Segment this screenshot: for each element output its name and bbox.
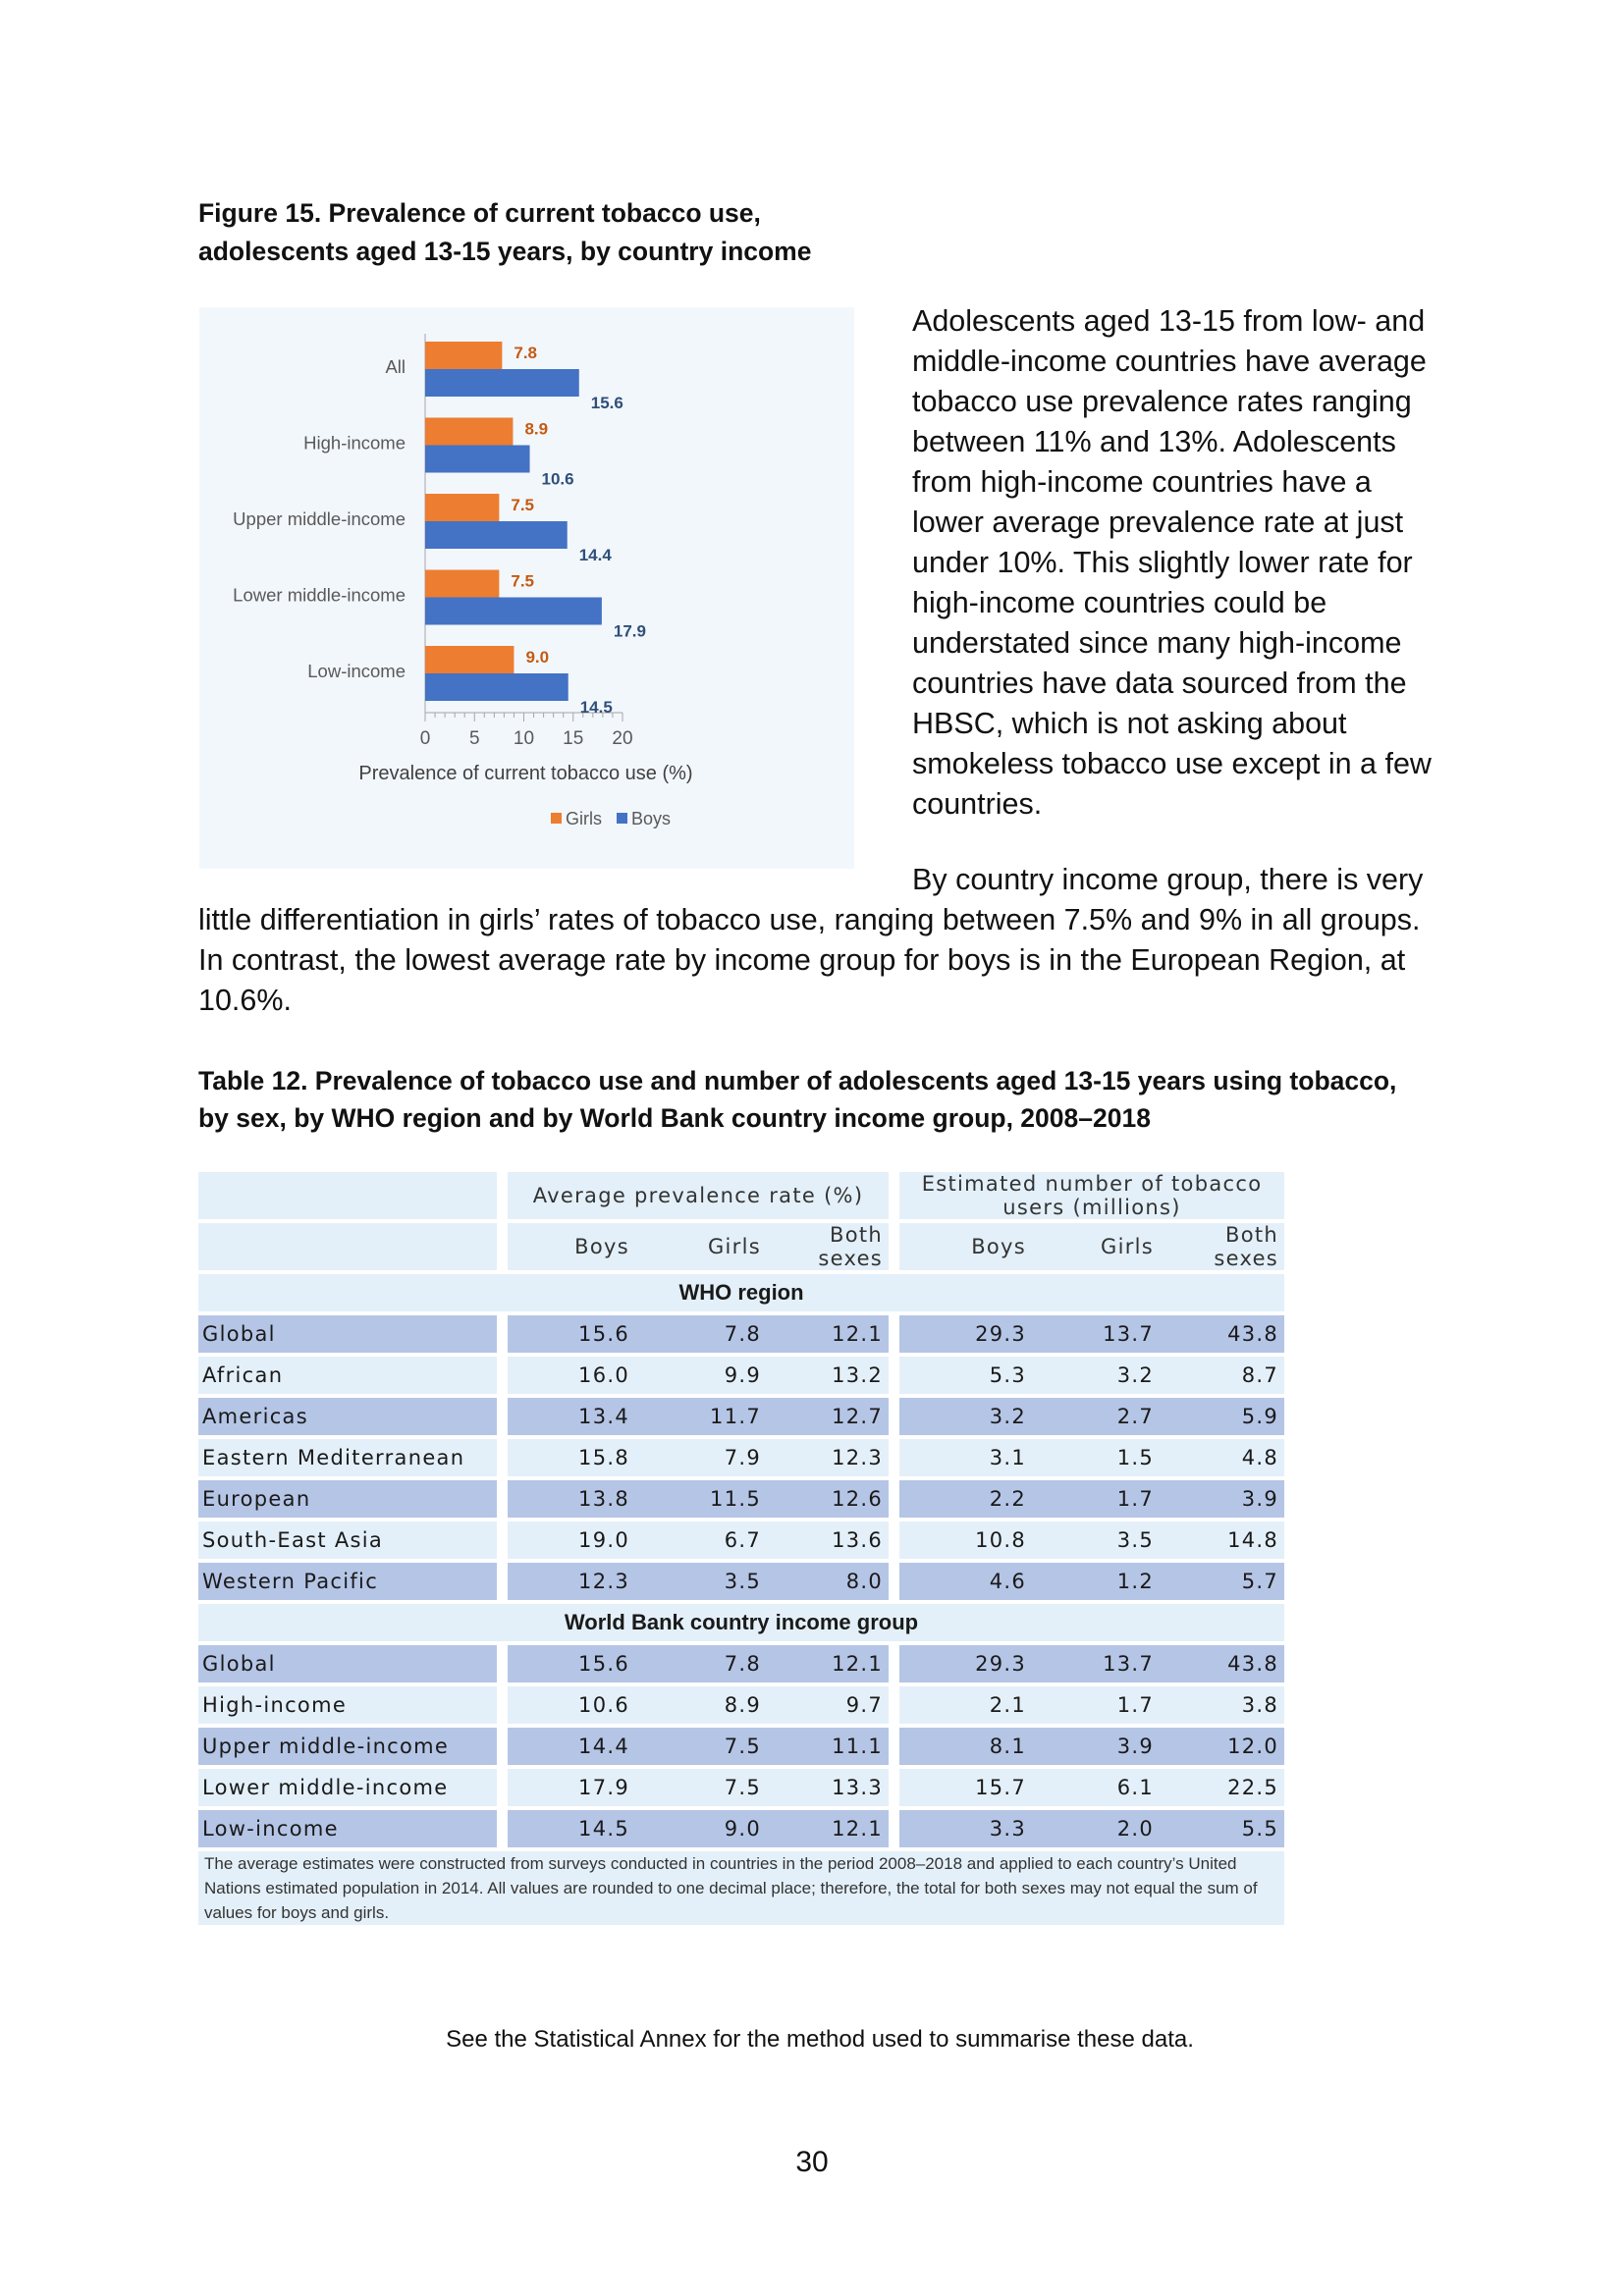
- table-cell: 12.0: [1160, 1728, 1284, 1765]
- category-label: All: [385, 356, 406, 377]
- table-row: [198, 1645, 1284, 1682]
- table-row: [198, 1686, 1284, 1724]
- table-cell: 12.3: [767, 1439, 899, 1476]
- table-cell: 3.1: [899, 1439, 1032, 1476]
- table-cell: 12.6: [767, 1480, 899, 1518]
- table-cell: 29.3: [899, 1645, 1032, 1682]
- boys-bar: [425, 673, 568, 701]
- table-cell: 5.5: [1160, 1810, 1284, 1847]
- table-cell: 3.2: [1032, 1357, 1160, 1394]
- table-cell: 1.7: [1032, 1686, 1160, 1724]
- table-row: [198, 1480, 1284, 1518]
- table-cell: 11.5: [635, 1480, 767, 1518]
- boys-bar: [425, 446, 530, 473]
- data-label: 8.9: [524, 419, 549, 439]
- section-who-region: [198, 1274, 1284, 1311]
- table-cell: 7.5: [635, 1728, 767, 1765]
- table-cell: 13.7: [1032, 1645, 1160, 1682]
- table-cell: 13.6: [767, 1522, 899, 1559]
- data-label: 7.5: [511, 496, 535, 514]
- table-cell: 15.8: [508, 1439, 635, 1476]
- col-both-line1: Both: [830, 1223, 884, 1247]
- table-cell: 3.3: [899, 1810, 1032, 1847]
- row-label: Americas: [198, 1398, 508, 1435]
- girls-bar: [425, 646, 514, 673]
- legend-boys-swatch: [617, 813, 627, 824]
- table-cell: 15.6: [508, 1315, 635, 1353]
- figure-title-line2: adolescents aged 13-15 years, by country income: [198, 237, 812, 266]
- table-cell: 11.1: [767, 1728, 899, 1765]
- table-row: [198, 1439, 1284, 1476]
- boys-bar: [425, 369, 579, 397]
- col-both-line2: sexes: [1214, 1247, 1279, 1270]
- figure-title-line1: Figure 15. Prevalence of current tobacco use,: [198, 198, 761, 228]
- table-cell: 3.8: [1160, 1686, 1284, 1724]
- table-cell: 3.9: [1032, 1728, 1160, 1765]
- section-world-bank: [198, 1604, 1284, 1641]
- table-cell: 13.7: [1032, 1315, 1160, 1353]
- row-label: African: [198, 1357, 508, 1394]
- header-prevalence: [508, 1172, 899, 1219]
- category-label: Low-income: [307, 661, 406, 681]
- table-cell: 43.8: [1160, 1645, 1284, 1682]
- row-label: Low-income: [198, 1810, 508, 1847]
- table-cell: 6.7: [635, 1522, 767, 1559]
- table-row: [198, 1563, 1284, 1600]
- data-label: 7.8: [514, 344, 538, 362]
- table-cell: 9.0: [635, 1810, 767, 1847]
- row-label: Global: [198, 1645, 508, 1682]
- table-cell: 12.1: [767, 1810, 899, 1847]
- row-label: Lower middle-income: [198, 1769, 508, 1806]
- table-cell: 13.2: [767, 1357, 899, 1394]
- row-label: Western Pacific: [198, 1563, 508, 1600]
- table-footnote: The average estimates were constructed from surveys conducted in countries in the period 2008–2018 and applied to each country’s United Nations estimated population in 2014. All values are rounded to one decimal place; therefore, the total for both sexes may not equal the sum of values for boys and girls.: [198, 1851, 1284, 1925]
- girls-bar: [425, 342, 502, 369]
- table-row: [198, 1398, 1284, 1435]
- table-title-line1: Table 12. Prevalence of tobacco use and number of adolescents aged 13-15 years using tobacco,: [198, 1066, 1397, 1095]
- table-cell: 2.2: [899, 1480, 1032, 1518]
- table-row: [198, 1728, 1284, 1765]
- table-header-row-1: [198, 1172, 1284, 1219]
- table-cell: 2.7: [1032, 1398, 1160, 1435]
- boys-bar: [425, 521, 568, 549]
- col-both-line2: sexes: [818, 1247, 884, 1270]
- table-cell: 15.7: [899, 1769, 1032, 1806]
- row-label: European: [198, 1480, 508, 1518]
- table-cell: 6.1: [1032, 1769, 1160, 1806]
- header-empty-cell: [198, 1223, 508, 1270]
- legend-girls-label: Girls: [566, 809, 602, 828]
- table-cell: 1.2: [1032, 1563, 1160, 1600]
- table-cell: 43.8: [1160, 1315, 1284, 1353]
- category-label: High-income: [303, 432, 406, 454]
- col-boys-users: Boys: [899, 1223, 1032, 1270]
- table-cell: 15.6: [508, 1645, 635, 1682]
- legend-girls-swatch: [551, 813, 562, 824]
- data-label: 17.9: [613, 621, 646, 641]
- see-annex-note: See the Statistical Annex for the method used to summarise these data.: [446, 2026, 1194, 2053]
- table-cell: 13.4: [508, 1398, 635, 1435]
- header-users-line2: users (millions): [1002, 1196, 1181, 1219]
- table-cell: 3.5: [635, 1563, 767, 1600]
- table-cell: 4.8: [1160, 1439, 1284, 1476]
- legend-boys-label: Boys: [631, 809, 672, 828]
- table-cell: 7.5: [635, 1769, 767, 1806]
- data-label: 9.0: [525, 648, 550, 667]
- header-prevalence-text: Average prevalence rate (%): [532, 1184, 864, 1207]
- table-cell: 8.7: [1160, 1357, 1284, 1394]
- table-title-line2: by sex, by WHO region and by World Bank country income group, 2008–2018: [198, 1103, 1151, 1133]
- col-girls-users: Girls: [1032, 1223, 1160, 1270]
- table-cell: 3.2: [899, 1398, 1032, 1435]
- table-cell: 12.7: [767, 1398, 899, 1435]
- row-label: High-income: [198, 1686, 508, 1724]
- data-table-wrap: [198, 1168, 1284, 1929]
- data-label: 7.5: [511, 571, 535, 591]
- table-cell: 12.1: [767, 1645, 899, 1682]
- table-cell: 10.8: [899, 1522, 1032, 1559]
- x-tick-label: 0: [419, 728, 431, 749]
- data-label: 14.5: [579, 698, 613, 717]
- table-header-row-2: [198, 1223, 1284, 1270]
- table-cell: 11.7: [635, 1398, 767, 1435]
- page-number: 30: [795, 2146, 829, 2178]
- col-girls-prev: Girls: [635, 1223, 767, 1270]
- boys-bar: [425, 598, 602, 625]
- table-cell: 13.8: [508, 1480, 635, 1518]
- header-empty-cell: [198, 1172, 508, 1219]
- table-cell: 2.1: [899, 1686, 1032, 1724]
- table-cell: 14.5: [508, 1810, 635, 1847]
- table-cell: 8.1: [899, 1728, 1032, 1765]
- x-tick-label: 15: [563, 728, 584, 749]
- table-cell: 4.6: [899, 1563, 1032, 1600]
- table-cell: 8.9: [635, 1686, 767, 1724]
- table-cell: 9.7: [767, 1686, 899, 1724]
- table-row: [198, 1522, 1284, 1559]
- bar-chart: [199, 307, 854, 869]
- table-cell: 29.3: [899, 1315, 1032, 1353]
- table-cell: 17.9: [508, 1769, 635, 1806]
- table-cell: 12.3: [508, 1563, 635, 1600]
- figure-title: [198, 194, 1082, 271]
- table-cell: 5.3: [899, 1357, 1032, 1394]
- girls-bar: [425, 570, 499, 598]
- col-both-line1: Both: [1225, 1223, 1279, 1247]
- header-users: [899, 1172, 1284, 1219]
- row-label: Global: [198, 1315, 508, 1353]
- table-cell: 13.3: [767, 1769, 899, 1806]
- girls-bar: [425, 494, 499, 521]
- table-cell: 7.8: [635, 1645, 767, 1682]
- table-cell: 1.5: [1032, 1439, 1160, 1476]
- section-who-region-label: WHO region: [198, 1274, 1284, 1311]
- paragraph-2-start: By country income group, there is very: [912, 863, 1424, 896]
- table-cell: 8.0: [767, 1563, 899, 1600]
- x-tick-label: 20: [612, 728, 633, 749]
- side-paragraph-text: Adolescents aged 13-15 from low- and middle-income countries have average tobacco use prevalence rates ranging between 11% and 13%. Adolescents from high-income countries have a lower average prevalence rate at just under 10%. This slightly lower rate for high-income countries could be understated since many high-income countries have data sourced from the HBSC, which is not asking about smokeless tobacco use except in a few countries.: [912, 304, 1432, 821]
- category-label: Lower middle-income: [233, 584, 406, 606]
- row-label: South-East Asia: [198, 1522, 508, 1559]
- table-cell: 5.7: [1160, 1563, 1284, 1600]
- table-cell: 22.5: [1160, 1769, 1284, 1806]
- data-label: 10.6: [541, 469, 574, 489]
- girls-bar: [425, 418, 513, 446]
- table-cell: 10.6: [508, 1686, 635, 1724]
- table-cell: 3.9: [1160, 1480, 1284, 1518]
- table-cell: 16.0: [508, 1357, 635, 1394]
- x-axis-title: Prevalence of current tobacco use (%): [358, 763, 693, 784]
- row-label: Eastern Mediterranean: [198, 1439, 508, 1476]
- table-cell: 7.9: [635, 1439, 767, 1476]
- table-cell: 14.4: [508, 1728, 635, 1765]
- table-row: [198, 1810, 1284, 1847]
- section-world-bank-label: World Bank country income group: [198, 1604, 1284, 1641]
- x-tick-label: 10: [513, 728, 535, 749]
- table-row: [198, 1769, 1284, 1806]
- table-row: [198, 1357, 1284, 1394]
- table-cell: 1.7: [1032, 1480, 1160, 1518]
- table-row: [198, 1315, 1284, 1353]
- col-both-users: [1160, 1223, 1284, 1270]
- table-cell: 3.5: [1032, 1522, 1160, 1559]
- table-cell: 19.0: [508, 1522, 635, 1559]
- data-label: 15.6: [590, 394, 623, 412]
- table-cell: 9.9: [635, 1357, 767, 1394]
- row-label: Upper middle-income: [198, 1728, 508, 1765]
- col-boys-prev: Boys: [508, 1223, 635, 1270]
- chart-panel: [199, 307, 854, 869]
- data-table: [198, 1168, 1284, 1929]
- data-label: 14.4: [578, 546, 612, 564]
- table-footnote-row: [198, 1851, 1284, 1925]
- category-label: Upper middle-income: [233, 508, 406, 529]
- table-title: [198, 1062, 1445, 1137]
- table-cell: 7.8: [635, 1315, 767, 1353]
- paragraph-2-rest: little differentiation in girls’ rates of tobacco use, ranging between 7.5% and 9% in all groups. In contrast, the lowest average rate by income group for boys is in the European Region, at 10.6%.: [198, 903, 1421, 1017]
- header-users-line1: Estimated number of tobacco: [921, 1172, 1263, 1196]
- col-both-prev: [767, 1223, 899, 1270]
- x-tick-label: 5: [468, 728, 480, 749]
- table-cell: 5.9: [1160, 1398, 1284, 1435]
- side-paragraph: [912, 301, 1442, 825]
- table-cell: 14.8: [1160, 1522, 1284, 1559]
- table-cell: 2.0: [1032, 1810, 1160, 1847]
- table-cell: 12.1: [767, 1315, 899, 1353]
